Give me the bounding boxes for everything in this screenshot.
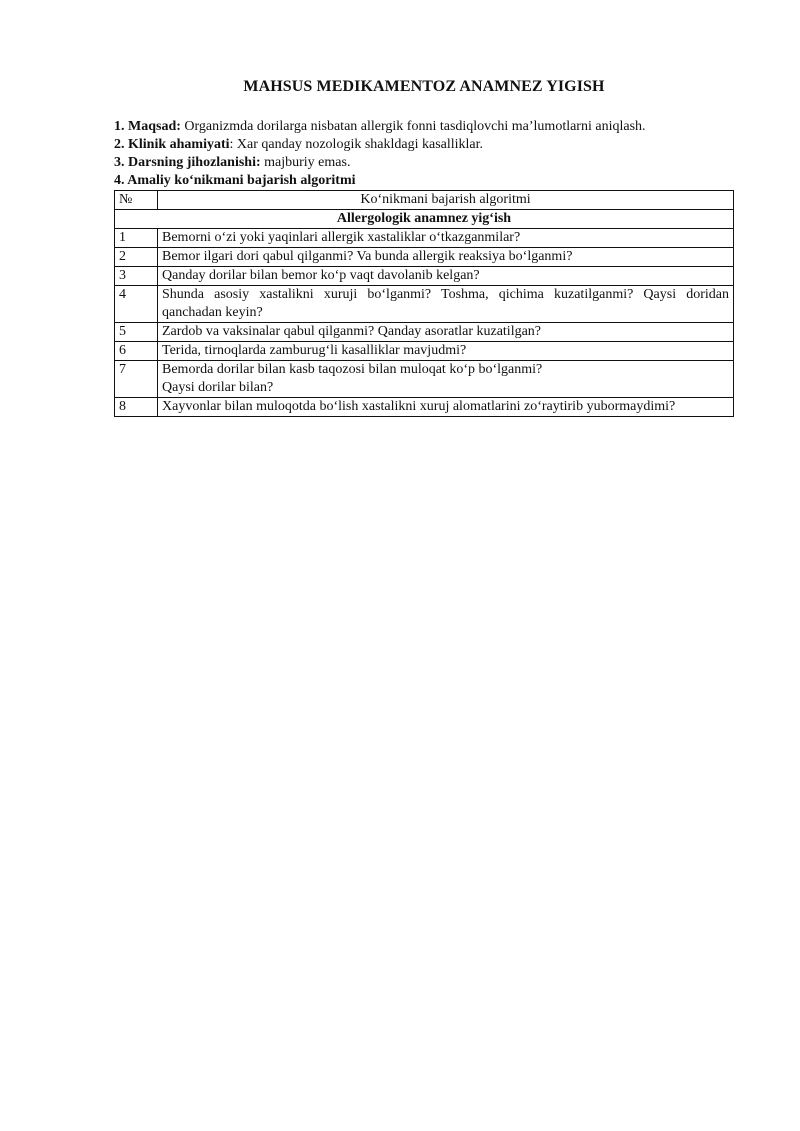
row-text: Qanday dorilar bilan bemor ko‘p vaqt davolanib kelgan? [158,267,734,286]
goal-label: 1. Maqsad: [114,119,181,134]
row-text: Zardob va vaksinalar qabul qilganmi? Qanday asoratlar kuzatilgan? [158,323,734,342]
algorithm-heading-line [114,172,734,190]
row-number: 3 [115,267,158,286]
document-title: MAHSUS MEDIKAMENTOZ ANAMNEZ YIGISH [243,78,605,95]
section-row [115,210,734,229]
clinical-significance-label: 2. Klinik ahamiyati [114,137,230,152]
row-text: Terida, tirnoqlarda zamburug‘li kasalliklar mavjudmi? [158,342,734,361]
clinical-significance-text: : Xar qanday nozologik shakldagi kasalliklar. [229,137,484,152]
clinical-significance-line [114,136,734,154]
row-text-cell [158,361,734,398]
table-row [115,398,734,417]
equipment-text: majburiy emas. [260,155,351,170]
equipment-label: 3. Darsning jihozlanishi: [114,155,261,170]
equipment-line [114,154,734,172]
row-number: 1 [115,229,158,248]
algorithm-table [114,190,734,417]
row-number: 2 [115,248,158,267]
row-number: 7 [115,361,158,398]
header-number-cell: № [115,191,158,210]
row-text-second-line: Qaysi dorilar bilan? [162,380,274,395]
table-row [115,286,734,323]
table-row [115,361,734,398]
table-row [115,323,734,342]
row-number: 4 [115,286,158,323]
row-number: 6 [115,342,158,361]
table-row [115,342,734,361]
row-number: 8 [115,398,158,417]
section-title-cell: Allergologik anamnez yig‘ish [115,210,734,229]
table-row [115,267,734,286]
table-row [115,248,734,267]
algorithm-heading-label: 4. Amaliy ko‘nikmani bajarish algoritmi [114,173,356,188]
goal-line [114,118,734,136]
row-text: Bemor ilgari dori qabul qilganmi? Va bunda allergik reaksiya bo‘lganmi? [158,248,734,267]
row-text: Bemorda dorilar bilan kasb taqozosi bilan muloqat ko‘p bo‘lganmi? [162,362,543,377]
document-page [114,78,734,417]
table-row [115,229,734,248]
header-title-cell: Ko‘nikmani bajarish algoritmi [158,191,734,210]
row-text: Shunda asosiy xastalikni xuruji bo‘lganmi? Toshma, qichima kuzatilganmi? Qaysi doridan qanchadan keyin? [158,286,734,323]
row-text: Xayvonlar bilan muloqotda bo‘lish xastalikni xuruj alomatlarini zo‘raytirib yubormaydimi? [158,398,734,417]
row-text: Bemorni o‘zi yoki yaqinlari allergik xastaliklar o‘tkazganmilar? [158,229,734,248]
table-header-row [115,191,734,210]
goal-text: Organizmda dorilarga nisbatan allergik fonni tasdiqlovchi ma’lumotlarni aniqlash. [180,119,646,134]
row-number: 5 [115,323,158,342]
